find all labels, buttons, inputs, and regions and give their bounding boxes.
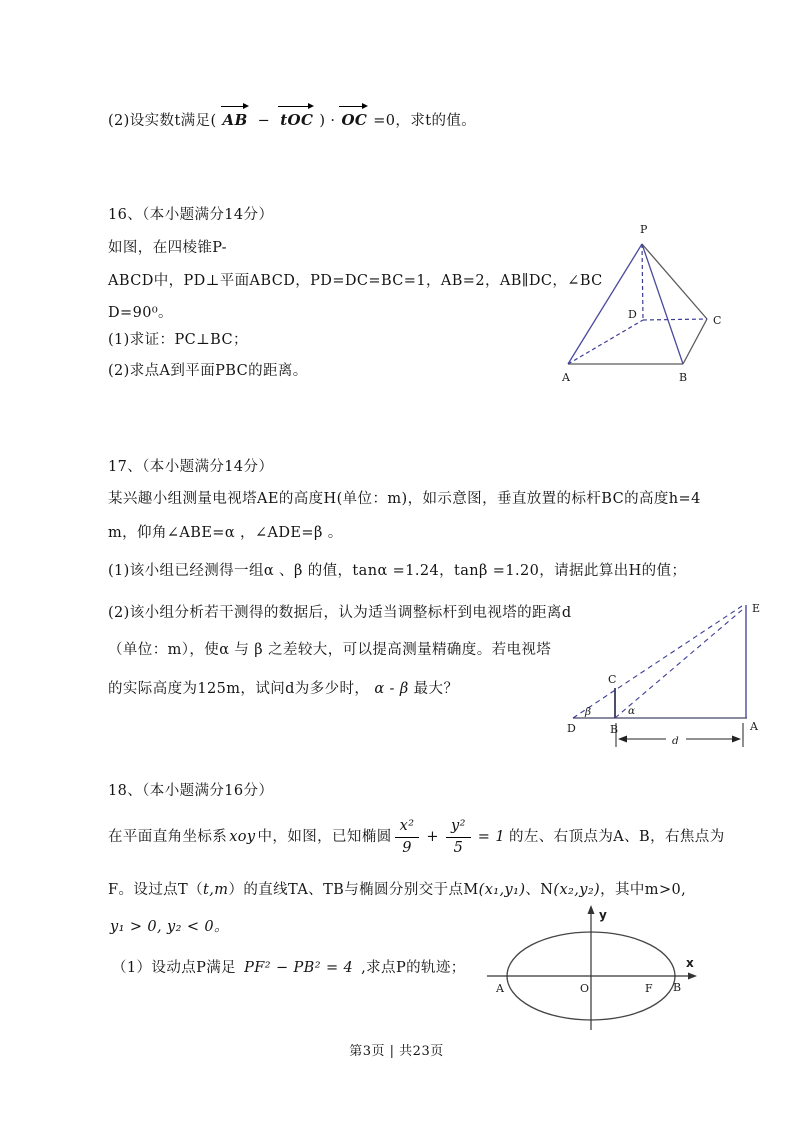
- q18-line-1: [108, 812, 725, 862]
- ellipse-label-f: F: [645, 982, 653, 995]
- q16-header: 16、（本小题满分14分）: [108, 207, 274, 223]
- tower-label-b: B: [610, 723, 619, 736]
- y-axis-label: y: [599, 908, 607, 922]
- q15-suffix: =0，求t的值。: [373, 113, 477, 129]
- q18-part1-prefix: （1）设动点P满足: [112, 960, 237, 976]
- q18-line1-mid: 中，如图，已知椭圆: [257, 828, 392, 845]
- q18-part-1: [112, 958, 466, 978]
- equals-one: = 1: [477, 828, 505, 845]
- q16-line-3: D=90⁰。: [108, 305, 173, 321]
- tower-label-c: C: [608, 673, 617, 686]
- tower-label-a: A: [750, 720, 758, 733]
- angle-beta-label: β: [585, 706, 592, 718]
- tower-label-e: E: [752, 602, 761, 615]
- q18-line-3: y₁ > 0, y₂ < 0。: [110, 919, 229, 935]
- ellipse-label-a: A: [496, 982, 504, 995]
- vector-ab: AB: [222, 111, 248, 129]
- tower-label-d: D: [567, 722, 576, 735]
- q18-line-2: [108, 880, 686, 900]
- ellipse-label-b: B: [673, 981, 682, 994]
- q16-line-2: ABCD中，PD⊥平面ABCD，PD=DC=BC=1，AB=2，AB∥DC，∠BC: [108, 273, 603, 289]
- pyramid-solid-edges: [568, 244, 707, 364]
- q17-part2-line-2: （单位：m），使α 与 β 之差较大，可以提高测量精确度。若电视塔: [108, 642, 552, 658]
- q17-part-1: (1)该小组已经测得一组α 、β 的值，tanα =1.24，tanβ =1.20，请据此算出H的值；: [108, 563, 687, 579]
- ellipse-figure: [483, 903, 708, 1063]
- q17-header: 17、（本小题满分14分）: [108, 459, 274, 475]
- fraction-denominator: 5: [453, 839, 464, 856]
- q15-close-paren: ) ·: [319, 113, 336, 129]
- point-m-coords: (x₁,y₁): [478, 882, 526, 898]
- ellipse-label-o: O: [580, 982, 590, 995]
- q17-line-1: 某兴趣小组测量电视塔AE的高度H(单位：m)，如示意图，垂直放置的标杆BC的高度h=4: [108, 491, 701, 507]
- q16-part-1: (1)求证：PC⊥BC；: [108, 332, 248, 348]
- pyramid-label-c: C: [713, 314, 722, 327]
- pyramid-label-a: A: [562, 371, 570, 384]
- point-t-coords: t,m: [203, 882, 229, 898]
- plus-operator: +: [426, 828, 439, 845]
- distance-d-label: d: [672, 735, 679, 747]
- pyramid-figure: [556, 218, 756, 390]
- tower-measurement-figure: [556, 583, 771, 758]
- q16-line-1: 如图，在四棱锥P-: [108, 240, 227, 256]
- pf-pb-formula: PF² − PB² = 4: [244, 960, 354, 976]
- y-axis-arrowhead: [588, 905, 595, 914]
- fraction-numerator: x²: [395, 818, 420, 838]
- dimension-d-arrow: [616, 723, 743, 747]
- page-number-footer: 第3页 | 共23页: [349, 1044, 444, 1059]
- xoy-label: xoy: [229, 828, 256, 845]
- measurement-sight-lines: [573, 606, 742, 718]
- q18-part1-suffix: ,求点P的轨迹；: [361, 960, 466, 976]
- alpha-minus-beta-formula: α - β: [374, 681, 409, 697]
- angle-alpha-label: α: [628, 705, 636, 717]
- q17-part2-line-3: [108, 679, 458, 699]
- q18-line1-prefix: 在平面直角坐标系: [108, 828, 228, 845]
- q18-line2-suffix: ，其中m>0,: [600, 882, 687, 898]
- q18-header: 18、（本小题满分16分）: [108, 783, 274, 799]
- q18-line2-prefix: F。设过点T（: [108, 882, 204, 898]
- pyramid-label-d: D: [628, 308, 637, 321]
- x-axis-label: x: [686, 956, 694, 970]
- minus-operator: −: [257, 113, 271, 129]
- q18-line1-suffix: 的左、右顶点为A、B，右焦点为: [508, 828, 725, 845]
- q17-line-2: m，仰角∠ABE=α ，∠ADE=β 。: [108, 525, 343, 541]
- point-n-coords: (x₂,y₂): [553, 882, 601, 898]
- q15-part2-line: [108, 110, 476, 131]
- fraction-numerator: y²: [446, 818, 471, 838]
- q18-line2-mid: ）的直线TA、TB与椭圆分别交于点M: [228, 882, 479, 898]
- fraction-denominator: 9: [402, 839, 412, 856]
- q15-prefix: (2)设实数t满足(: [108, 113, 217, 129]
- q18-line2-sep: 、N: [525, 882, 554, 898]
- q16-part-2: (2)求点A到平面PBC的距离。: [108, 363, 308, 379]
- pyramid-label-p: P: [640, 223, 648, 236]
- fraction-x-squared-over-9: [395, 818, 420, 856]
- fraction-y-squared-over-5: [446, 818, 471, 856]
- pyramid-label-b: B: [679, 371, 688, 384]
- q17-part2-line-1: (2)该小组分析若干测得的数据后，认为适当调整标杆到电视塔的距离d: [108, 605, 572, 621]
- vector-oc: OC: [341, 111, 368, 129]
- q17-part2-line3-suffix: 最大？: [413, 681, 459, 697]
- pyramid-hidden-edges: [568, 244, 707, 364]
- coordinate-axes: [487, 911, 691, 1030]
- q17-part2-line3-prefix: 的实际高度为125m，试问d为多少时，: [108, 681, 370, 697]
- x-axis-arrowhead: [688, 973, 697, 980]
- vector-toc: tOC: [280, 111, 314, 129]
